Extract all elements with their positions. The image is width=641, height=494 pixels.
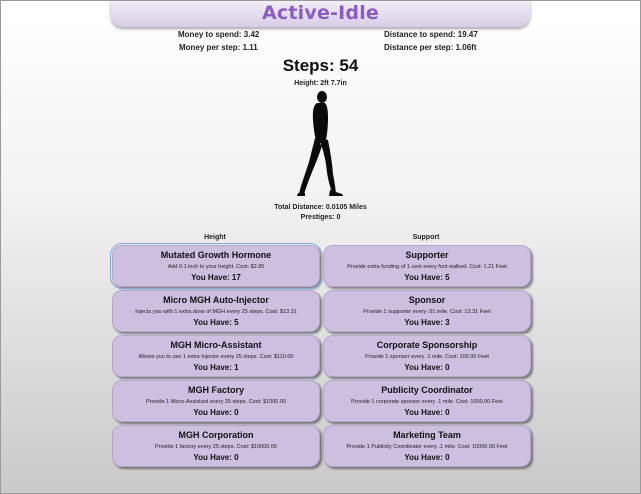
upgrade-count: You Have: 0 [193,408,239,417]
upgrade-name: Corporate Sponsorship [376,340,478,350]
upgrade-count: You Have: 5 [193,318,239,327]
upgrade-corporate-sponsorship-button[interactable] [323,335,531,377]
upgrade-description: Provide extra funding of 1 cent every foot walked. Cost: 1.21 Feet [347,264,507,270]
walking-person-icon[interactable] [292,90,350,200]
upgrade-name: Supporter [405,250,449,260]
support-column-header: Support [412,234,440,241]
upgrade-description: Provide 1 corporate sponsor every .1 mile. Cost: 1000.00 Feet [351,399,503,405]
upgrade-supporter-button[interactable] [323,245,531,287]
upgrade-name: MGH Factory [187,385,244,395]
steps-counter: Steps: 54 [282,56,359,75]
upgrade-name: Mutated Growth Hormone [160,250,272,260]
upgrade-marketing-team-button[interactable] [323,425,531,467]
upgrade-publicity-coordinator-button[interactable] [323,380,531,422]
upgrade-sponsor-button[interactable] [323,290,531,332]
upgrade-mgh-corporation-button[interactable] [112,425,320,467]
upgrade-description: Add 0.1 inch to your height. Cost: $2.85 [167,264,265,270]
upgrade-count: You Have: 17 [191,273,241,282]
money-per-step: Money per step: 1.11 [179,43,258,52]
upgrade-description: Provide 1 supporter every .01 mile. Cost: 13.31 Feet [363,309,491,315]
upgrade-mgh-factory-button[interactable] [112,380,320,422]
upgrade-count: You Have: 0 [193,453,239,462]
upgrade-name: MGH Corporation [178,430,254,440]
upgrade-micro-mgh-auto-injector-button[interactable] [112,290,320,332]
upgrade-count: You Have: 3 [404,318,450,327]
upgrade-description: Provide 1 Micro-Assistant every 25 steps. Cost: $1000.00 [145,399,286,405]
distance-per-step: Distance per step: 1.06ft [384,43,477,52]
upgrade-description: Provide 1 Publicity Coordinator every .1 mile. Cost: 10000.00 Feet [346,444,508,450]
height-column-header: Height [204,234,226,241]
prestiges: Prestiges: 0 [300,214,341,221]
upgrade-name: MGH Micro-Assistant [170,340,262,350]
money-to-spend: Money to spend: 3.42 [178,30,260,39]
upgrade-count: You Have: 0 [404,363,450,372]
upgrade-name: Sponsor [408,295,446,305]
upgrade-mgh-micro-assistant-button[interactable] [112,335,320,377]
upgrade-description: Allows you to use 1 extra Injector every 25 steps. Cost: $110.00 [138,354,294,360]
total-distance: Total Distance: 0.0105 Miles [274,204,367,211]
upgrade-description: Provide 1 sponsor every .1 mile. Cost: 100.00 Feet [365,354,489,360]
title-bar [111,0,530,27]
upgrade-description: Provide 1 factory every 25 steps. Cost: $10000.00 [155,444,277,450]
upgrade-mutated-growth-hormone-button[interactable] [112,245,320,287]
upgrade-name: Micro MGH Auto-Injector [163,295,269,305]
upgrade-count: You Have: 1 [193,363,239,372]
upgrade-count: You Have: 5 [404,273,450,282]
height-readout: Height: 2ft 7.7in [294,80,347,87]
upgrade-count: You Have: 0 [404,408,450,417]
distance-to-spend: Distance to spend: 19.47 [384,30,478,39]
upgrade-name: Marketing Team [393,430,461,440]
upgrade-count: You Have: 0 [404,453,450,462]
app-title: Active-Idle [262,2,379,24]
upgrade-name: Publicity Coordinator [381,385,473,395]
upgrade-description: Injects you with 1 extra dose of MGH every 25 steps. Cost: $13.31 [135,309,297,315]
